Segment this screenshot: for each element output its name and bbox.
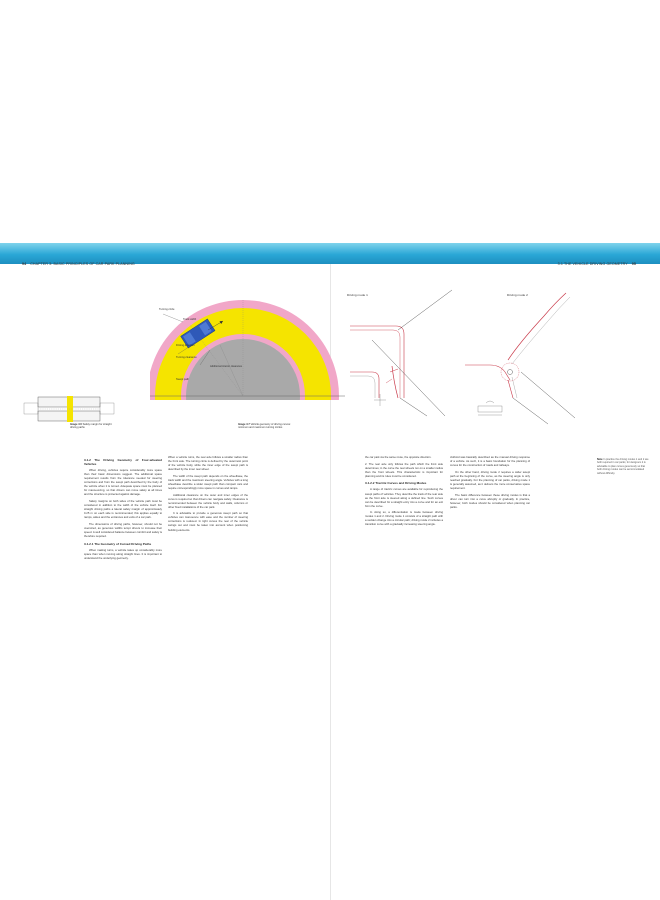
figure-label-driving-direction: Driving direction (176, 344, 195, 347)
paragraph: The basic difference between these driving modes is that a driver can turn into a curve abruptly or gradually. In practice, however, both modes should be considered when planning car parks. (450, 493, 530, 509)
driving-mode-2-label: Driving mode 2 (507, 293, 528, 297)
text-column-2 (168, 456, 248, 535)
paragraph: Additional clearance on the outer and inner edges of the curve is required so that drivers can navigate safely. Clearance is recommended between the vehicle body and walls, columns or other fixed installations of the car park. (168, 493, 248, 509)
right-page-number: 95 (631, 262, 636, 266)
mode1-detail-cross (374, 394, 386, 406)
text-column-3 (365, 456, 443, 530)
figure-label-turning-clearance: Turning clearance (176, 356, 197, 359)
mode2-detail-arc (486, 401, 494, 403)
mode2-lower-path (508, 380, 513, 398)
caption-text: Safety margin for straight driving paths (70, 423, 112, 430)
mode1-swept-outer (350, 326, 404, 398)
caption-label: Image 3.7 (238, 423, 250, 426)
paragraph: Safety margins on both sides of the vehicle path must be considered in addition to the width of the vehicle itself. For straight driving paths a lateral safety margin of approximately 0.25 m on each side is recommended; this applies equally to ramps, aisles and the entrances and exits of a car park. (84, 500, 162, 520)
driving-mode-2-diagram (465, 293, 575, 424)
text-column-4 (450, 456, 530, 512)
mode2-lower-guide (512, 377, 517, 398)
figure-label-interior-clearance: Additional interior clearance (210, 365, 243, 368)
mode2-clothoid-guide (512, 297, 570, 364)
paragraph: When driving, vehicles require considerably more space than their basic dimensions suggest. The additional space requirement results from the tolerance needed for steering corrections and from the swept path described by the body of the vehicle when it is turned. Adequate space must be planned for manoeuvring, so that drivers can move safely at all times and the structure is protected against damage. (84, 469, 162, 497)
paragraph: clothoid was basically described as the manual driving response of a vehicle. As such, it is a basic foundation for the planning of curves for the construction of roads and railways. (450, 456, 530, 468)
figure-label-turning-circle: Turning circle (159, 308, 175, 311)
side-note-label: Note (597, 458, 603, 461)
mode2-detail-box (478, 406, 502, 412)
paragraph: In doing so, a differentiation is made between driving modes 1 and 2. Driving mode 1 consists of a straight path with a sudden change into a circular path; driving mode 2 includes a transition curve with a gradually increasing steering angle. (365, 511, 443, 527)
figure-label-track-width: Track width (183, 318, 197, 321)
left-running-title: CHAPTER 3: BASIC PRINCIPLES OF CAR PARK PLANNING (30, 262, 135, 266)
mode1-inner-guide (350, 376, 375, 398)
paragraph: When a vehicle turns, the rear axle follows a smaller radius than the front axle. The turning circle is defined by the outermost point of the vehicle body, while the inner edge of the swept path is described by the inner rear wheel. (168, 456, 248, 472)
mode2-detail-dot (508, 370, 513, 375)
paragraph: It is advisable to provide a generous swept path so that vehicles can manoeuvre with ease and the number of steering corrections is reduced. In tight curves the rear of the vehicle swings out and must be taken into account when positioning building elements. (168, 512, 248, 532)
paragraph: A range of tractrix curves are available for reproducing the swept paths of vehicles. They describe the track of the rear axle as the front axle is steered along a defined line. Such curves can be described for a straight entry into a curve and for an exit from the curve. (365, 488, 443, 508)
left-page-number: 94 (22, 262, 27, 266)
caption-text: Vehicle geometry of driving curves: minimum and maximum turning circles (238, 423, 291, 430)
mode1-diagonal-3 (400, 398, 427, 416)
mode1-diagonal-2 (372, 340, 445, 416)
side-note (597, 458, 650, 475)
paragraph: The width of the swept path depends on the wheelbase, the track width and the maximum steering angle. Vehicles with a long wheelbase describe a wider swept path than compact cars and require correspondingly more space in curves and ramps. (168, 474, 248, 490)
mode2-diagonal-2 (521, 372, 575, 418)
paragraph: 2. The rear axle only follows the path which the front axle determines; in the curve the rear wheels run on a smaller radius than the front wheels. This characteristic is important for planning and its rules must be considered. (365, 462, 443, 478)
mode1-diagonal (398, 290, 452, 330)
section-heading-3-1-2-2: 3.1.2.2 Tractrix Curves and Driving Modes (365, 481, 427, 486)
mode2-diagonal (513, 398, 548, 424)
mode2-clothoid (508, 293, 566, 360)
mode1-small-arc (386, 379, 392, 383)
dimension-details (374, 394, 502, 415)
driving-mode-1-label: Driving mode 1 (347, 293, 368, 297)
section-heading-3-1-2-1: 3.1.2.1 The Geometry of Curved Driving Paths (84, 541, 152, 546)
side-note-text: In practice the driving modes 1 and 2 are both required in car parks; for designers it is advisable to plan curves generously so that both driving modes can be accommodated without difficulty. (597, 458, 649, 475)
paragraph: the car park via the same route, the opposite direction. (365, 456, 432, 459)
text-column-1 (84, 456, 162, 563)
section-heading-3-1-2: 3.1.2 The Driving Geometry of Four-wheeled Vehicles (84, 458, 162, 467)
mode1-curve-marker (390, 369, 398, 372)
driving-mode-1-diagram (350, 290, 452, 416)
paragraph: The dimensions of driving paths, however, should not be oversized, as generous widths tempt drivers to increase their speed. A well considered balance between comfort and safety is therefore required. (84, 522, 162, 538)
right-running-title: 3.1 THE VEHICLE DRIVING GEOMETRY (557, 262, 628, 266)
paragraph: When making turns, a vehicle takes up considerably more space than when moving along straight lines. It is important to understand the underlying geometry. (84, 548, 162, 560)
mode2-detail-circle (501, 363, 519, 381)
caption-label: Image 3.6 (70, 423, 82, 426)
paragraph: On the other hand, driving mode 2 requires a wider swept path at the beginning of the curve, as the steering angle is only reached gradually. For the planning of car parks, driving mode 1 is generally assumed, as it delivers the more conservative space requirement. (450, 470, 530, 490)
figure-label-swept-path: Swept path (176, 378, 189, 381)
